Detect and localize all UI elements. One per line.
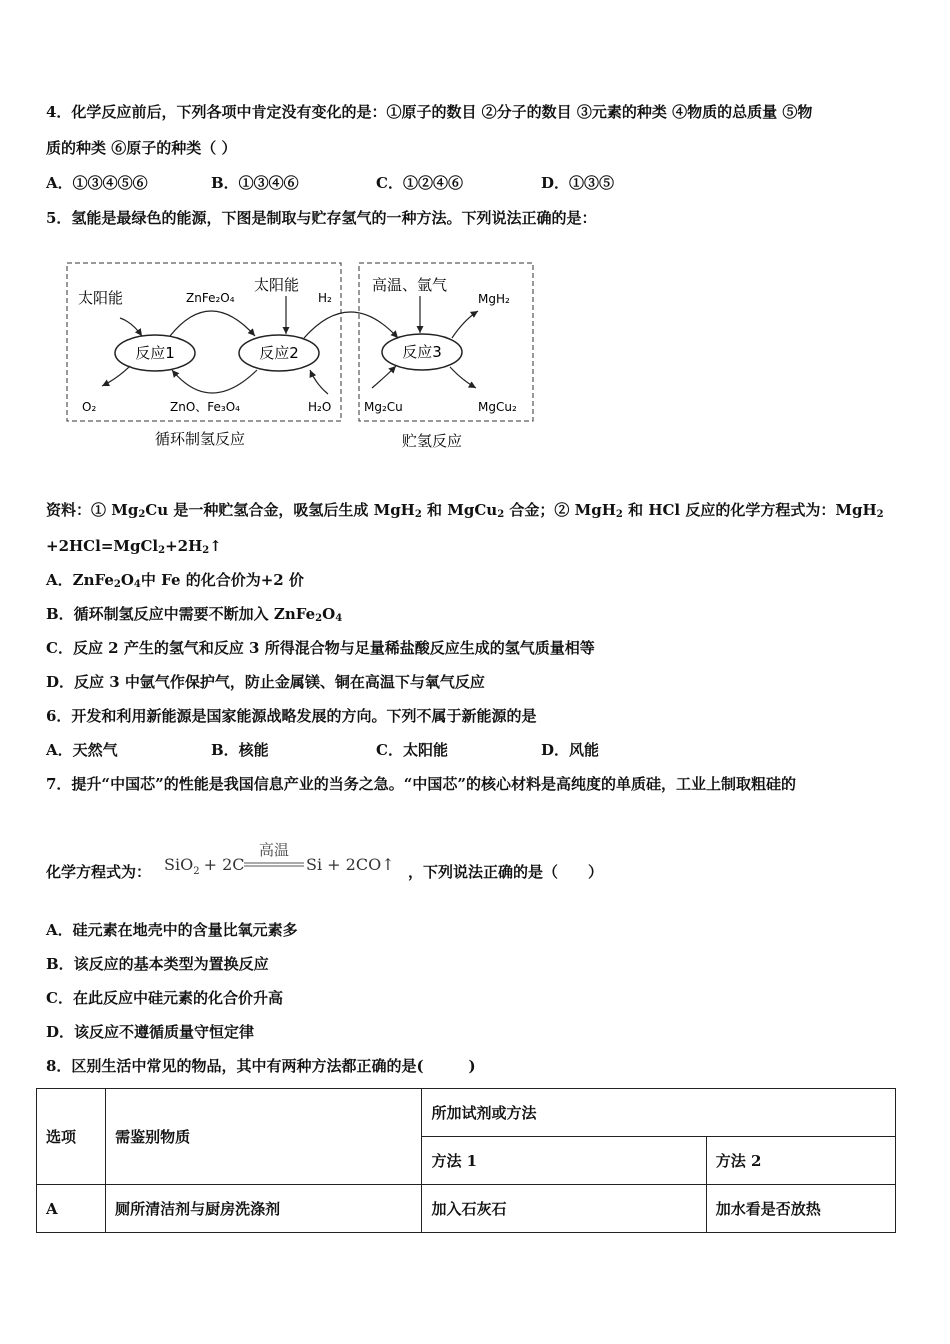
q5-material-line1 (46, 500, 884, 525)
label-h2: H₂ (318, 291, 332, 305)
q4-option-c: C．①②④⑥ (376, 174, 463, 192)
q7-equation (164, 838, 404, 884)
label-o2: O₂ (82, 400, 97, 414)
subscript: 2 (202, 545, 210, 556)
eq-left: SiO$_2$ + 2C (164, 855, 245, 877)
q4-option-a: A．①③④⑤⑥ (46, 174, 148, 192)
arrow-o2 (102, 366, 130, 386)
subscript: 2 (414, 509, 422, 520)
arrow-zno (172, 370, 257, 393)
cell-substance: 厕所清洁剂与厨房洗涤剂 (106, 1185, 422, 1233)
q7-eq-prefix: 化学方程式为： (46, 863, 152, 881)
q5-option-d: D．反应 3 中氩气作保护气，防止金属镁、铜在高温下与氧气反应 (46, 673, 485, 691)
label-zno: ZnO、Fe₃O₄ (170, 400, 240, 414)
text: B．循环制氢反应中需要不断加入 ZnFe (46, 605, 316, 623)
eq-condition: 高温 (258, 841, 290, 859)
header-substance: 需鉴别物质 (106, 1089, 422, 1185)
q7-option-d: D．该反应不遵循质量守恒定律 (46, 1023, 255, 1041)
q6-option-b: B．核能 (211, 741, 269, 759)
text: 和 MgCu (421, 501, 498, 519)
q7-eq-suffix: ，下列说法正确的是（ ） (408, 863, 604, 881)
text: Cu 是一种贮氢合金，吸氢后生成 MgH (145, 501, 415, 519)
q6-option-a: A．天然气 (46, 741, 118, 759)
q4-option-d: D．①③⑤ (541, 174, 615, 192)
label-mgcu2: MgCu₂ (478, 400, 517, 414)
label-sun1: 太阳能 (78, 289, 124, 307)
q5-option-b (46, 604, 342, 629)
arrow-znfe2o4 (170, 311, 255, 336)
label-sun2: 太阳能 (254, 276, 300, 294)
label-znfe2o4: ZnFe₂O₄ (186, 291, 235, 305)
q5-stem: 5．氢能是最绿色的能源，下图是制取与贮存氢气的一种方法。下列说法正确的是： (46, 209, 597, 227)
eq-right: Si + 2CO↑ (306, 855, 395, 874)
q6-option-c: C．太阳能 (376, 741, 448, 759)
cell-method1: 加入石灰石 (422, 1185, 706, 1233)
text: O (120, 571, 134, 589)
subscript: 2 (138, 509, 146, 520)
q7-option-b: B．该反应的基本类型为置换反应 (46, 955, 269, 973)
q5-option-a (46, 570, 304, 595)
text: O (322, 605, 336, 623)
q8-stem: 8．区别生活中常见的物品，其中有两种方法都正确的是( ) (46, 1057, 476, 1075)
q4-stem-line2: 质的种类 ⑥原子的种类（ ） (46, 139, 237, 157)
q6-stem: 6．开发和利用新能源是国家能源战略发展的方向。下列不属于新能源的是 (46, 707, 537, 725)
subscript: 2 (315, 613, 323, 624)
label-h2o: H₂O (308, 400, 332, 414)
q4-option-b: B．①③④⑥ (211, 174, 299, 192)
table-row (37, 1185, 896, 1233)
subscript: 2 (615, 509, 623, 520)
q6-option-d: D．风能 (541, 741, 600, 759)
text: A．ZnFe (46, 571, 114, 589)
arrow-mg2cu (372, 366, 396, 388)
q5-material-line2 (46, 536, 222, 561)
label-gas: 高温、氩气 (372, 276, 448, 294)
label-reaction2: 反应2 (259, 344, 299, 362)
label-reaction3: 反应3 (402, 343, 442, 361)
subscript: 2 (158, 545, 166, 556)
cell-method2: 加水看是否放热 (706, 1185, 895, 1233)
text: +2H (165, 537, 203, 555)
header-method1: 方法 1 (422, 1137, 706, 1185)
cell-option: A (37, 1185, 106, 1233)
header-method2: 方法 2 (706, 1137, 895, 1185)
label-reaction1: 反应1 (135, 344, 175, 362)
label-mgh2: MgH₂ (478, 292, 510, 306)
caption-storage: 贮氢反应 (402, 432, 463, 450)
q4-stem-line1: 4．化学反应前后，下列各项中肯定没有变化的是：①原子的数目 ②分子的数目 ③元素的种类 ④物质的总质量 ⑤物 (46, 103, 813, 121)
q7-option-a: A．硅元素在地壳中的含量比氧元素多 (46, 921, 298, 939)
table-header-row (37, 1089, 896, 1137)
subscript: 4 (335, 613, 343, 624)
header-method: 所加试剂或方法 (422, 1089, 896, 1137)
q7-stem: 7．提升“中国芯”的性能是我国信息产业的当务之急。“中国芯”的核心材料是高纯度的单质硅，工业上制取粗硅的 (46, 775, 796, 793)
arrow-h2 (304, 312, 398, 338)
text: ↑ (209, 537, 222, 555)
hydrogen-cycle-diagram (60, 256, 550, 456)
q5-option-c: C．反应 2 产生的氢气和反应 3 所得混合物与足量稀盐酸反应生成的氢气质量相等 (46, 639, 595, 657)
text: 资料：① Mg (46, 501, 139, 519)
text: +2HCl=MgCl (46, 537, 159, 555)
text: 和 HCl 反应的化学方程式为：MgH (622, 501, 877, 519)
subscript: 4 (133, 579, 141, 590)
label-mg2cu: Mg₂Cu (364, 400, 403, 414)
q8-table (36, 1088, 896, 1233)
text: 合金；② MgH (504, 501, 616, 519)
subscript: 2 (113, 579, 121, 590)
subscript: 2 (876, 509, 884, 520)
arrow-sun1 (120, 318, 142, 336)
q7-option-c: C．在此反应中硅元素的化合价升高 (46, 989, 283, 1007)
caption-cycle: 循环制氢反应 (155, 430, 246, 448)
arrow-mgcu2 (450, 367, 476, 388)
subscript: 2 (497, 509, 505, 520)
header-option: 选项 (37, 1089, 106, 1185)
arrow-mgh2 (452, 311, 478, 338)
arrow-h2o (310, 370, 328, 394)
text: 中 Fe 的化合价为+2 价 (140, 571, 304, 589)
